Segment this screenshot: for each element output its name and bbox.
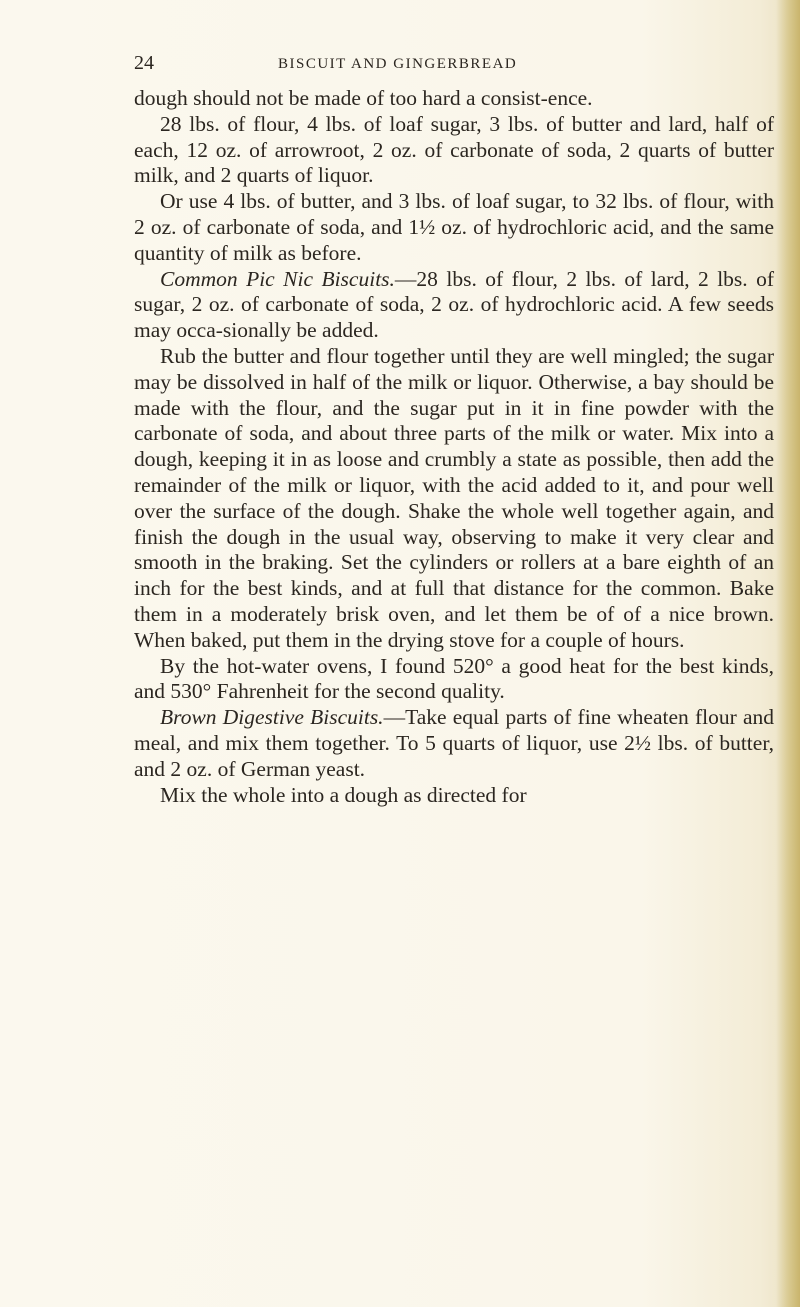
paragraph-text: Or use 4 lbs. of butter, and 3 lbs. of loaf sugar, to 32 lbs. of flour, with 2 oz. of carbonate of soda, and 1½ oz. of hydrochloric acid, and the same quantity of milk as before.: [134, 189, 774, 265]
recipe-heading: Brown Digestive Biscuits.: [160, 705, 384, 730]
paragraph: [134, 705, 774, 782]
paragraph: [134, 112, 774, 189]
paragraph-text: Mix the whole into a dough as directed for: [160, 782, 527, 807]
body-text: [134, 86, 774, 808]
paragraph: [134, 267, 774, 344]
paragraph-text: —Take equal parts of fine wheaten flour and meal, and mix them together. To 5 quarts of liquor, use 2½ lbs. of butter, and 2 oz. of German yeast.: [134, 705, 774, 781]
paragraph: [134, 86, 774, 112]
page-number: 24: [134, 52, 154, 74]
paragraph-text: Rub the butter and flour together until they are well mingled; the sugar may be dissolved in half of the milk or liquor. Otherwise, a bay should be made with the flour, and the sugar put in it in fine powder with the carbonate of soda, and about three parts of the milk or water. Mix into a dough, keeping it in as loose and crumbly a state as possible, then add the remainder of the milk or liquor, with the acid added to it, and pour well over the surface of the dough. Shake the whole well together again, and finish the dough in the usual way, observing to make it very clear and smooth in the braking. Set the cylinders or rollers at a bare eighth of an inch for the best kinds, and at full that distance for the common. Bake them in a moderately brisk oven, and let them be of of a nice brown. When baked, put them in the drying stove for a couple of hours.: [134, 343, 774, 652]
page-edge: [776, 0, 800, 1307]
paragraph-text: —28 lbs. of flour, 2 lbs. of lard, 2 lbs. of sugar, 2 oz. of carbonate of soda, 2 oz. of hydrochloric acid. A few seeds may occa-sionally be added.: [134, 266, 775, 343]
paragraph-text: By the hot-water ovens, I found 520° a good heat for the best kinds, and 530° Fahrenheit for the second quality.: [134, 653, 774, 704]
paragraph: [134, 783, 774, 809]
paragraph-text: dough should not be made of too hard a consist-ence.: [134, 86, 593, 110]
running-head: BISCUIT AND GINGERBREAD: [278, 56, 518, 72]
paragraph: [134, 344, 774, 654]
paragraph-text: 28 lbs. of flour, 4 lbs. of loaf sugar, 3 lbs. of butter and lard, half of each, 12 oz. of arrowroot, 2 oz. of carbonate of soda, 2 quarts of butter milk, and 2 quarts of liquor.: [134, 111, 774, 188]
recipe-heading: Common Pic Nic Biscuits.: [160, 266, 395, 291]
paragraph: [134, 654, 774, 706]
paragraph: [134, 189, 774, 266]
